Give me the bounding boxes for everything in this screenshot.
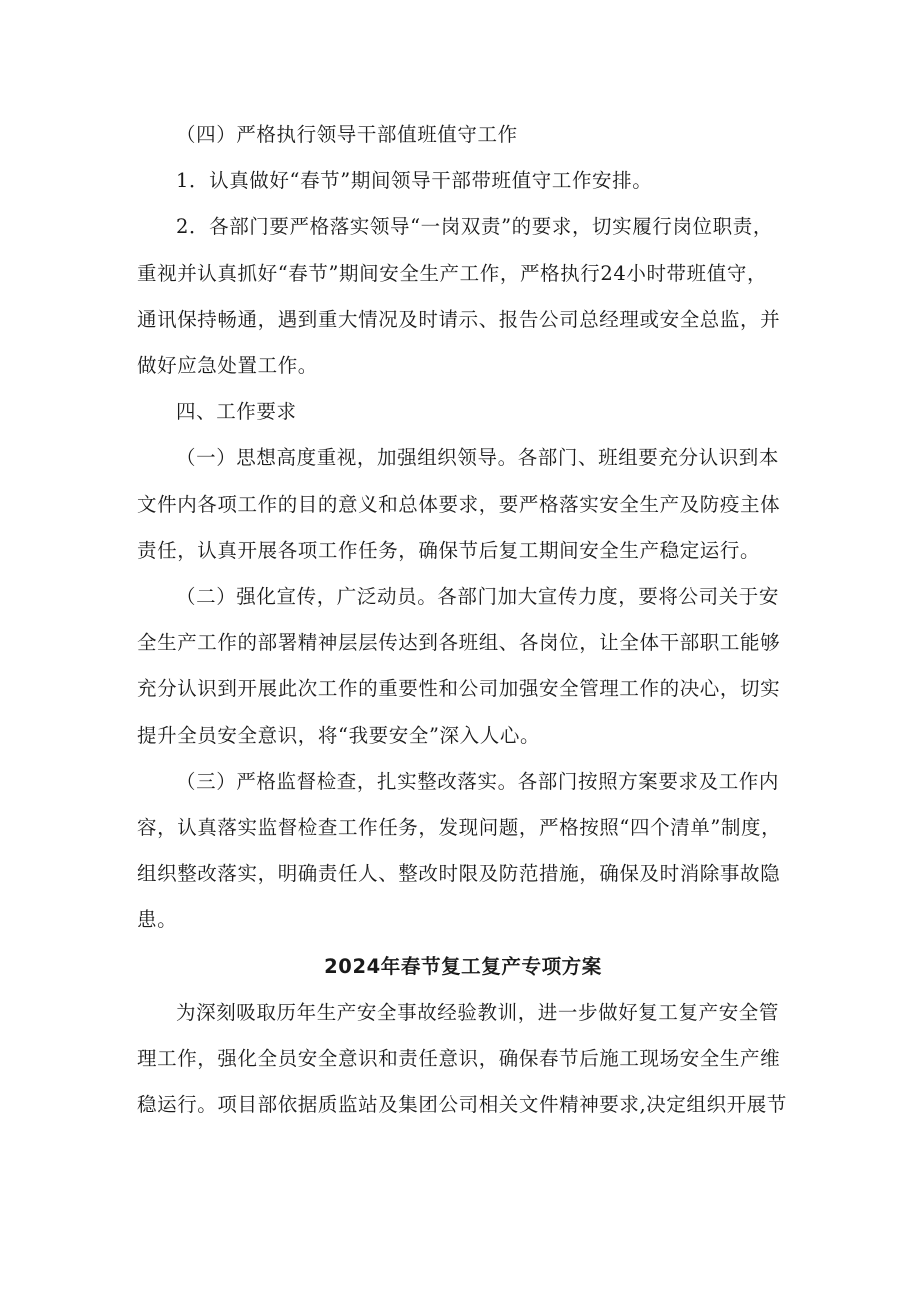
text-line: 充分认识到开展此次工作的重要性和公司加强安全管理工作的决心，切实 (137, 677, 781, 701)
text-line: 1．认真做好“春节”期间领导干部带班值守工作安排。 (176, 169, 653, 193)
intro-paragraph (137, 990, 789, 1129)
requirement-3-paragraph (137, 759, 789, 944)
text-line: 提升全员安全意识，将“我要安全”深入人心。 (137, 723, 541, 747)
text-line: 理工作，强化全员安全意识和责任意识，确保春节后施工现场安全生产维 (137, 1047, 781, 1071)
document-page (137, 112, 789, 1128)
text-line: 文件内各项工作的目的意义和总体要求，要严格落实安全生产及防疫主体 (137, 492, 781, 516)
text-line: 为深刻吸取历年生产安全事故经验教训，进一步做好复工复产安全管 (176, 1000, 780, 1024)
text-line: 责任，认真开展各项工作任务，确保节后复工期间安全生产稳定运行。 (137, 538, 761, 562)
text-line: 四、工作要求 (176, 400, 297, 424)
item-1-paragraph (137, 158, 789, 204)
item-2-paragraph (137, 204, 789, 389)
text-line: （一）思想高度重视，加强组织领导。各部门、班组要充分认识到本 (176, 446, 780, 470)
section-heading-duty (137, 112, 789, 158)
text-line: 通讯保持畅通，遇到重大情况及时请示、报告公司总经理或安全总监，并 (137, 307, 781, 331)
text-line: 重视并认真抓好“春节”期间安全生产工作，严格执行24小时带班值守， (137, 261, 768, 285)
requirement-1-paragraph (137, 435, 789, 574)
text-line: 容，认真落实监督检查工作任务，发现问题，严格按照“四个清单”制度， (137, 816, 782, 840)
text-line: 2．各部门要严格落实领导“一岗双责”的要求，切实履行岗位职责， (176, 215, 773, 239)
text-line: 稳运行。项目部依据质监站及集团公司相关文件精神要求,决定组织开展节 (137, 1093, 787, 1117)
text-line: （三）严格监督检查，扎实整改落实。各部门按照方案要求及工作内 (176, 769, 780, 793)
text-line: （四）严格执行领导干部值班值守工作 (176, 123, 518, 146)
text-line: 患。 (137, 908, 178, 932)
text-line: （二）强化宣传，广泛动员。各部门加大宣传力度，要将公司关于安 (176, 585, 780, 609)
text-line: 组织整改落实，明确责任人、整改时限及防范措施，确保及时消除事故隐 (137, 862, 781, 886)
document-title: 2024年春节复工复产专项方案 (324, 954, 602, 978)
text-line: 做好应急处置工作。 (137, 354, 318, 378)
section-heading-requirements (137, 389, 789, 435)
text-line: 全生产工作的部署精神层层传达到各班组、各岗位，让全体干部职工能够 (137, 631, 781, 655)
requirement-2-paragraph (137, 574, 789, 759)
